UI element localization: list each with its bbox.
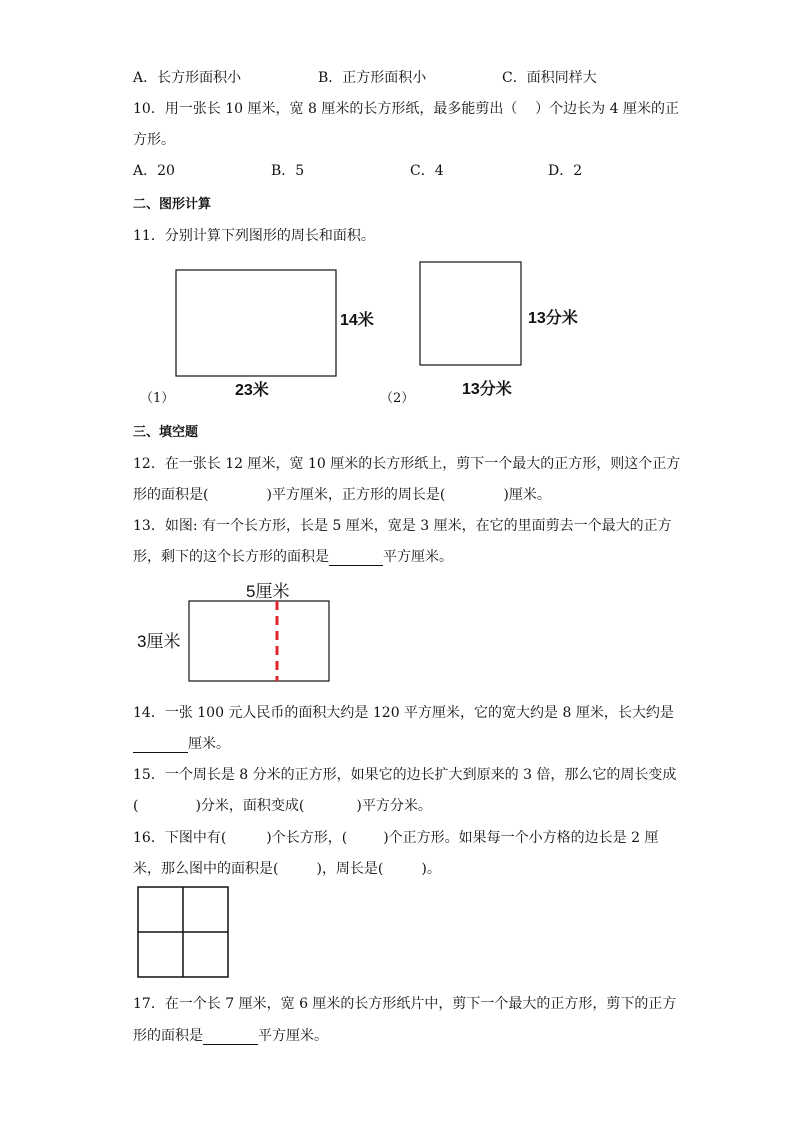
- q14-text-line1: 14．一张 100 元人民币的面积大约是 120 平方厘米，它的宽大约是 8 厘米，长大约是: [133, 705, 674, 721]
- q10-option-d: D．2: [548, 163, 583, 179]
- q16-text-line1: 16．下图中有( )个长方形，( )个正方形。如果每一个小方格的边长是 2 厘: [133, 830, 659, 846]
- section-heading-fill-blank: 三、填空题: [133, 425, 199, 440]
- q17-text-line1: 17．在一个长 7 厘米，宽 6 厘米的长方形纸片中，剪下一个最大的正方形，剪下的正方: [133, 996, 677, 1012]
- q11-text: 11．分别计算下列图形的周长和面积。: [133, 228, 375, 244]
- section-heading-graph-calc: 二、图形计算: [133, 197, 212, 212]
- q16-text-line2: 米，那么图中的面积是( )，周长是( )。: [133, 861, 441, 877]
- q9-option-a: A．长方形面积小: [133, 70, 242, 86]
- q15-text-line1: 15．一个周长是 8 分米的正方形，如果它的边长扩大到原来的 3 倍，那么它的周长变成: [133, 767, 677, 783]
- q11-fig2-label: （2）: [380, 391, 415, 406]
- q11-fig2-side-right-label: 13分米: [528, 310, 578, 327]
- q17-text-line2: 形的面积是 平方厘米。: [133, 1028, 328, 1044]
- q9-option-c: C．面积同样大: [502, 70, 597, 86]
- q11-fig1-width-label: 23米: [235, 382, 269, 399]
- q10-text-line1: 10．用一张长 10 厘米，宽 8 厘米的长方形纸，最多能剪出（ ）个边长为 4 厘米的正: [133, 101, 679, 117]
- q13-top-label: 5厘米: [246, 582, 290, 601]
- q13-text-line2: 形，剩下的这个长方形的面积是 平方厘米。: [133, 549, 453, 565]
- q10-option-a: A．20: [133, 163, 175, 179]
- q13-text-line1: 13．如图: 有一个长方形，长是 5 厘米，宽是 3 厘米，在它的里面剪去一个最大的正方: [133, 518, 672, 534]
- q11-fig1-height-label: 14米: [340, 312, 374, 329]
- q12-text-line1: 12．在一张长 12 厘米，宽 10 厘米的长方形纸上，剪下一个最大的正方形，则这个正方: [133, 456, 681, 472]
- q10-text-line2: 方形。: [133, 132, 175, 148]
- q17-answer-blank: [203, 1028, 258, 1045]
- q11-fig2-side-bottom-label: 13分米: [462, 381, 512, 398]
- q9-option-b: B．正方形面积小: [318, 70, 427, 86]
- q10-option-c: C．4: [410, 163, 444, 179]
- q12-text-line2: 形的面积是( )平方厘米，正方形的周长是( )厘米。: [133, 487, 551, 503]
- q11-fig1-label: （1）: [140, 391, 175, 406]
- q13-left-label: 3厘米: [137, 632, 181, 651]
- q15-text-line2: ( )分米，面积变成( )平方分米。: [133, 798, 432, 814]
- q10-option-b: B．5: [271, 163, 305, 179]
- q14-text-line2: 厘米。: [133, 733, 230, 753]
